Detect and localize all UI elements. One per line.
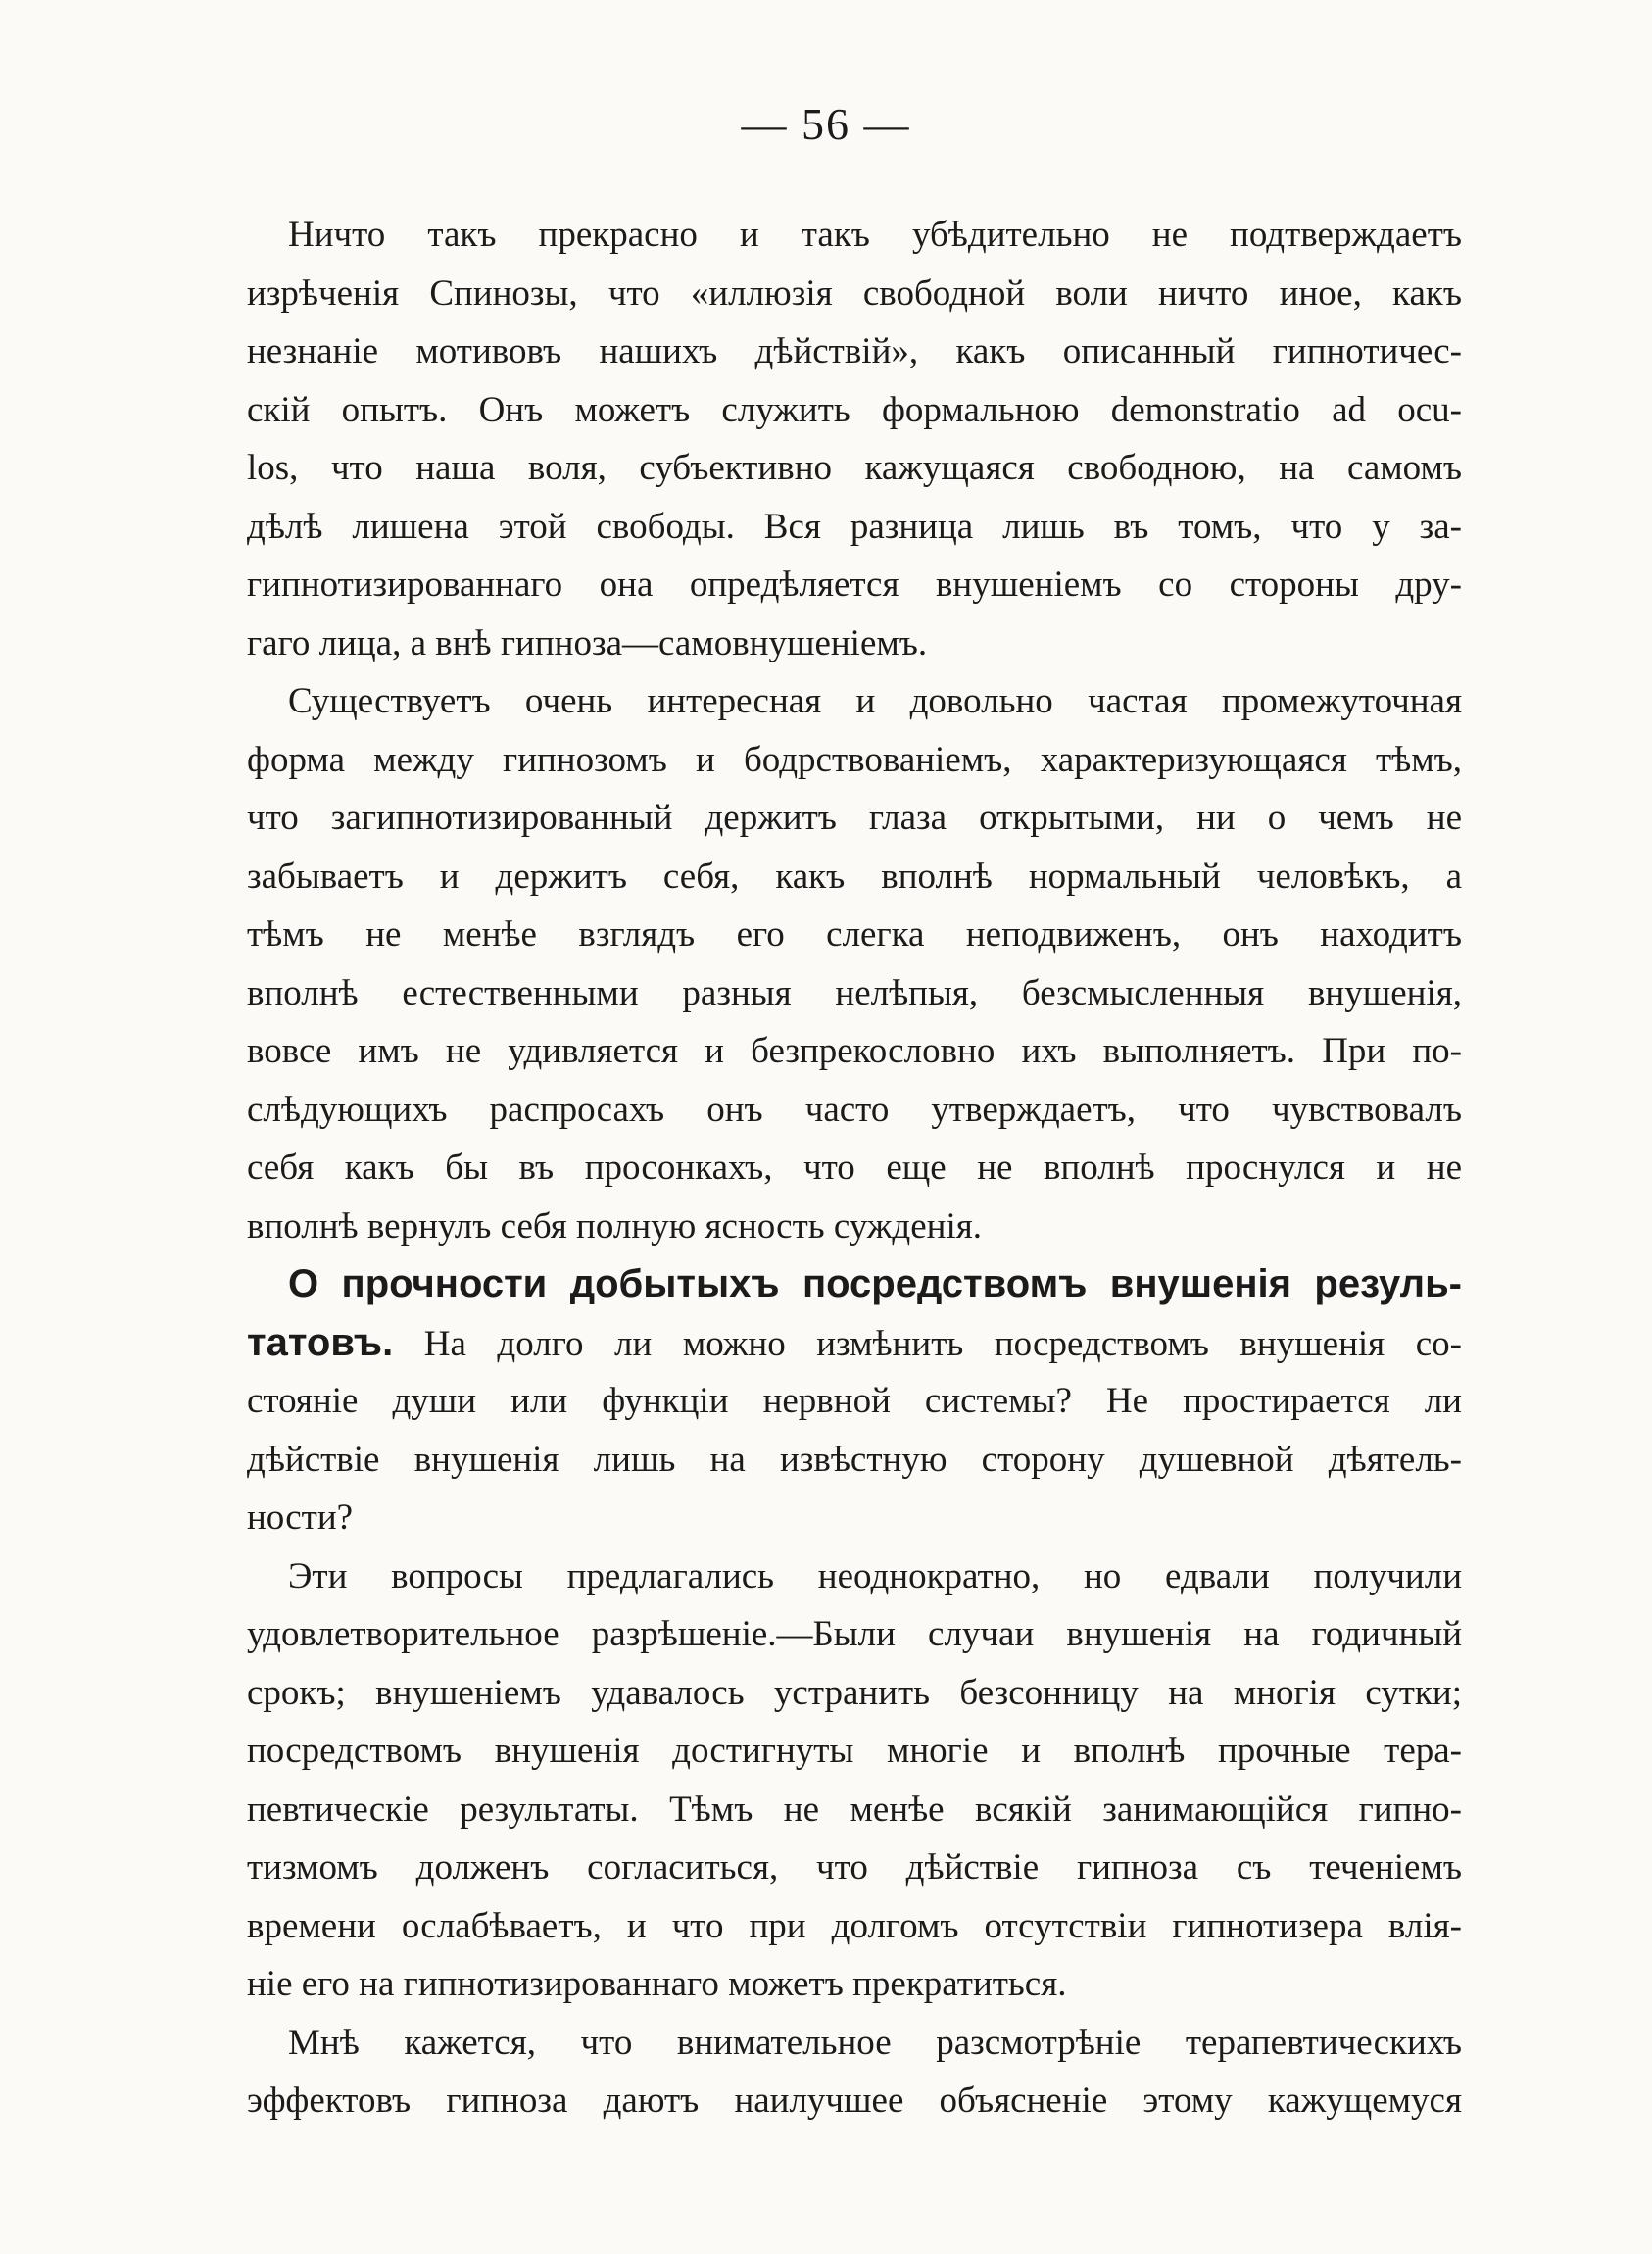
text-line: тизмомъ долженъ согласиться, что дѣйствіе гипноза съ теченіемъ: [247, 1847, 1462, 1887]
text-line: забываетъ и держитъ себя, какъ вполнѣ нормальный человѣкъ, а: [247, 856, 1462, 897]
text-line: посредствомъ внушенія достигнуты многіе и вполнѣ прочные тера-: [247, 1731, 1462, 1771]
text-line: Ничто такъ прекрасно и такъ убѣдительно не подтверждаетъ: [288, 215, 1462, 255]
text-line: вполнѣ естественными разныя нелѣпыя, безсмысленныя внушенія,: [247, 972, 1462, 1013]
text-line: срокъ; внушеніемъ удавалось устранить безсонницу на многія сутки;: [247, 1672, 1462, 1713]
text-line: что загипнотизированный держитъ глаза открытыми, ни о чемъ не: [247, 798, 1462, 838]
page-text: [247, 206, 1462, 2131]
section-heading: О прочности добытыхъ посредствомъ внушенія резуль-: [288, 1262, 1462, 1305]
text-line: слѣдующихъ распросахъ онъ часто утверждаетъ, что чувствовалъ: [247, 1089, 1462, 1130]
text-line: дѣлѣ лишена этой свободы. Вся разница лишь въ томъ, что у за-: [247, 506, 1462, 547]
text-line: los, что наша воля, субъективно кажущаяся свободною, на самомъ: [247, 448, 1462, 488]
text-line: певтическіе результаты. Тѣмъ не менѣе всякій занимающійся гипно-: [247, 1788, 1462, 1830]
text-line: времени ослабѣваетъ, и что при долгомъ отсутствіи гипнотизера влія-: [247, 1905, 1462, 1946]
text-line: дѣйствіе внушенія лишь на извѣстную сторону душевной дѣятель-: [247, 1439, 1462, 1480]
text-line: гипнотизированнаго она опредѣляется внушеніемъ со стороны дру-: [247, 564, 1462, 605]
paragraph-questions: [247, 1547, 1462, 2014]
text-line: незнаніе мотивовъ нашихъ дѣйствій», какъ описанный гипнотичес-: [247, 331, 1462, 371]
text-line: Эти вопросы предлагались неоднократно, но едвали получили: [288, 1555, 1462, 1596]
page-number: — 56 —: [741, 99, 911, 149]
section-durability: [247, 1255, 1462, 1547]
text-line: изрѣченія Спинозы, что «иллюзія свободной воли ничто иное, какъ: [247, 272, 1462, 314]
text-line: эффектовъ гипноза даютъ наилучшее объясненіе этому кажущемуся: [247, 2081, 1462, 2121]
text-line: ніе его на гипнотизированнаго можетъ прекратиться.: [247, 1964, 1067, 2004]
text-line: Мнѣ кажется, что внимательное разсмотрѣніе терапевтическихъ: [288, 2022, 1462, 2063]
text-line: гаго лица, а внѣ гипноза—самовнушеніемъ.: [247, 622, 928, 663]
paragraph-therapeutic-effects: [247, 2014, 1462, 2131]
text-line: себя какъ бы въ просонкахъ, что еще не вполнѣ проснулся и не: [247, 1148, 1462, 1188]
paragraph-spinoza: [247, 206, 1462, 672]
text-line: Существуетъ очень интересная и довольно частая промежуточная: [288, 681, 1462, 721]
text-line: удовлетворительное разрѣшеніе.—Были случаи внушенія на годичный: [247, 1614, 1462, 1654]
text-line: вовсе имъ не удивляется и безпрекословно ихъ выполняетъ. При по-: [247, 1031, 1462, 1071]
text-line: [247, 1314, 1462, 1373]
paragraph-intermediate-form: [247, 672, 1462, 1255]
text-line: ности?: [247, 1497, 354, 1538]
text-line: скій опытъ. Онъ можетъ служить формальною demonstratio ad ocu-: [247, 389, 1462, 430]
text-line: форма между гипнозомъ и бодрствованіемъ, характеризующаяся тѣмъ,: [247, 739, 1462, 780]
text-line: стояніе души или функціи нервной системы? Не простирается ли: [247, 1381, 1462, 1421]
section-heading-end: татовъ.: [247, 1320, 394, 1364]
text-line: вполнѣ вернулъ себя полную ясность сужденія.: [247, 1205, 983, 1247]
text-line: тѣмъ не менѣе взглядъ его слегка неподвиженъ, онъ находитъ: [247, 914, 1462, 955]
text-segment: На долго ли можно измѣнить посредствомъ внушенія со-: [393, 1323, 1462, 1364]
